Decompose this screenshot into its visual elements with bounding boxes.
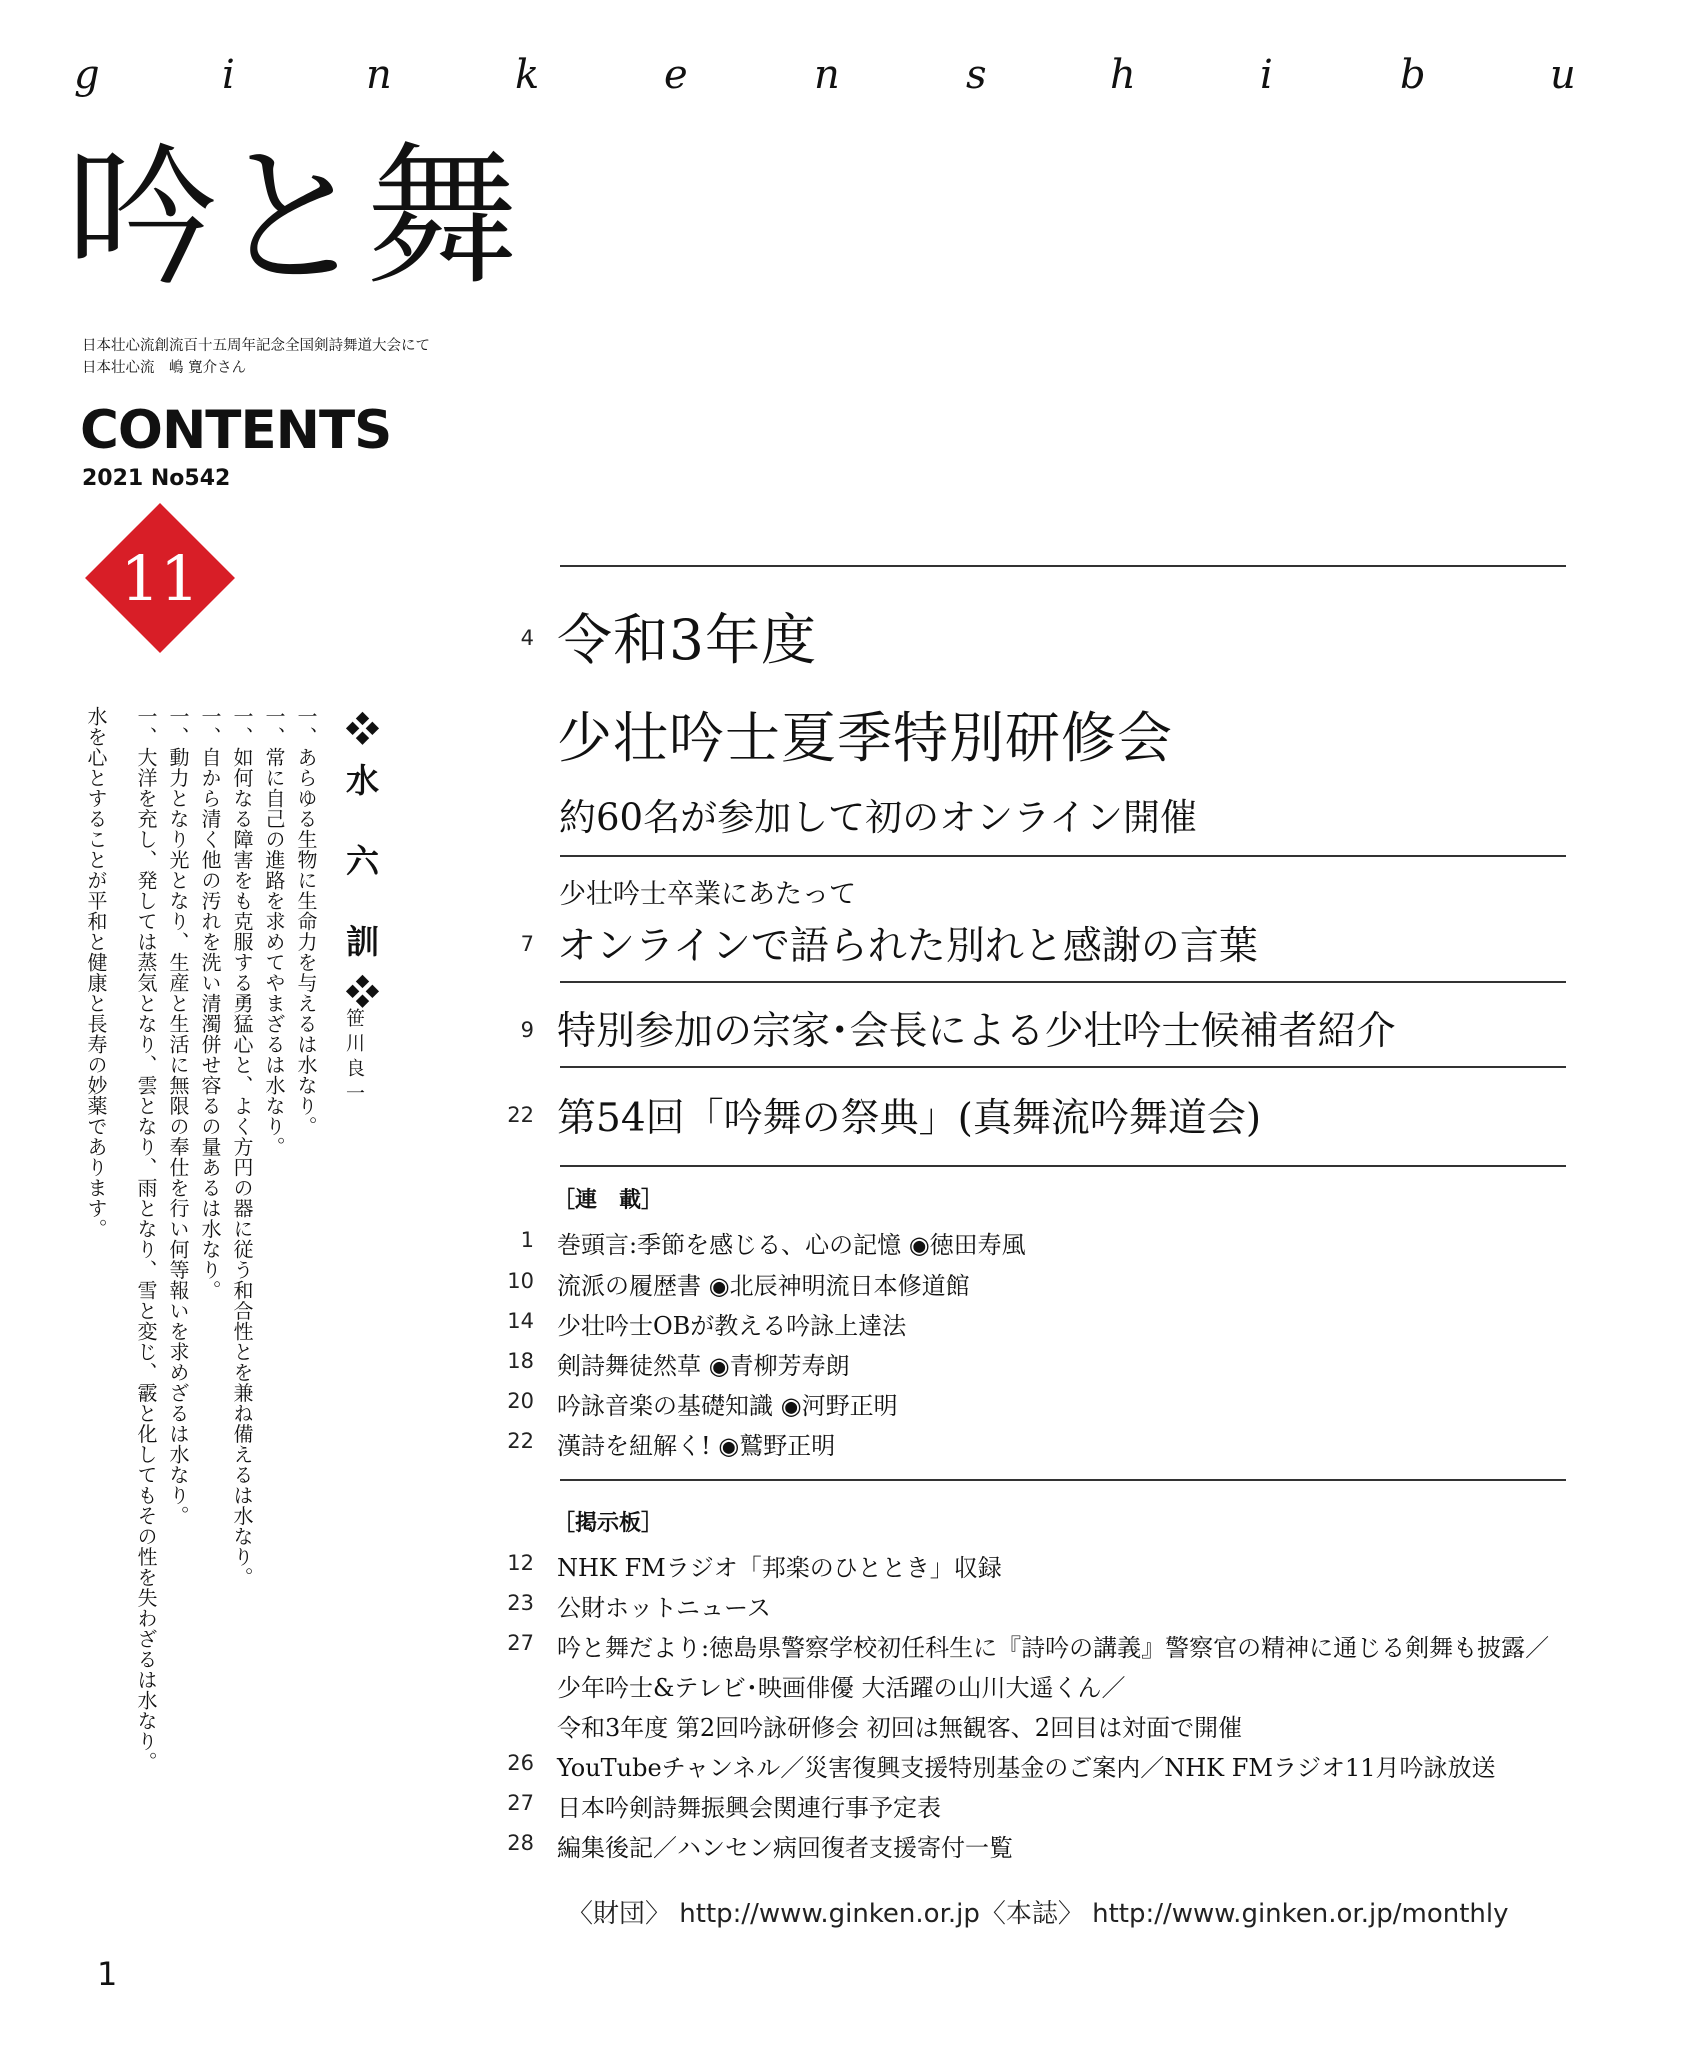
section-title: 特別参加の宗家･会長による少壮吟士候補者紹介 — [557, 1009, 1396, 1054]
board-item: 少年吟士&テレビ･映画俳優 大活躍の山川大遥くん／ — [557, 1674, 1126, 1702]
header-letter: s — [966, 52, 987, 98]
serial-page: 14 — [507, 1309, 534, 1333]
header-letter: g — [74, 52, 100, 98]
board-page: 27 — [507, 1631, 534, 1655]
cover-caption-line: 日本壮心流創流百十五周年記念全国剣詩舞道大会にて — [82, 338, 430, 354]
header-letter: k — [515, 52, 540, 98]
board-item: 日本吟剣詩舞振興会関連行事予定表 — [557, 1794, 941, 1822]
serial-page: 10 — [507, 1269, 534, 1293]
divider — [560, 1066, 1566, 1068]
serial-page: 20 — [507, 1389, 534, 1413]
month-badge — [85, 503, 235, 653]
board-label: ［掲示板］ — [553, 1511, 664, 1536]
feature-title-line2: 少壮吟士夏季特別研修会 — [557, 706, 1174, 770]
page-number: 1 — [97, 1955, 118, 1993]
poem-line: 一、大洋を充し、発しては蒸気となり、雲となり、雨となり、雪と変じ、霰と化してもその性を失わざるは水なり。 — [134, 706, 158, 1772]
serial-item: 吟詠音楽の基礎知識 ◉河野正明 — [557, 1392, 898, 1420]
board-page: 23 — [507, 1591, 534, 1615]
divider — [560, 565, 1566, 567]
board-item: 編集後記／ハンセン病回復者支援寄付一覧 — [557, 1834, 1013, 1862]
header-letter: n — [366, 52, 392, 98]
feature-subtitle: 約60名が参加して初のオンライン開催 — [559, 796, 1197, 839]
divider — [560, 1479, 1566, 1481]
board-page: 28 — [507, 1831, 534, 1855]
serial-item: 流派の履歴書 ◉北辰神明流日本修道館 — [557, 1272, 970, 1300]
poem-line: 一、あらゆる生物に生命力を与えるは水なり。 — [294, 706, 318, 1137]
magazine-title: 吟と舞 — [66, 129, 516, 306]
poem-line: 一、常に自己の進路を求めてやまざるは水なり。 — [262, 706, 286, 1157]
website-urls: 〈財団〉 http://www.ginken.or.jp〈本誌〉 http://www.ginken.or.jp/monthly — [567, 1899, 1509, 1929]
header-letter: i — [1260, 52, 1273, 98]
poem-author: 笹川良一 — [343, 1008, 365, 1108]
feature-page: 4 — [520, 626, 534, 650]
board-page: 27 — [507, 1791, 534, 1815]
poem-line: 一、如何なる障害をも克服する勇猛心と、よく方円の器に従う和合性とを兼ね備えるは水なり。 — [230, 706, 254, 1588]
header-letter: u — [1550, 52, 1576, 98]
header-letter: e — [664, 52, 688, 98]
section-title: 第54回「吟舞の祭典」(真舞流吟舞道会) — [557, 1096, 1262, 1141]
serial-page: 18 — [507, 1349, 534, 1373]
serial-item: 巻頭言:季節を感じる、心の記憶 ◉徳田寿風 — [557, 1231, 1026, 1259]
month-number: 11 — [120, 541, 200, 615]
header-letter: i — [222, 52, 235, 98]
header-letter: h — [1110, 52, 1136, 98]
board-item: NHK FMラジオ「邦楽のひととき」収録 — [557, 1554, 1002, 1582]
serial-page: 1 — [520, 1228, 534, 1252]
feature-title-line1: 令和3年度 — [557, 608, 817, 672]
poem-line: 一、動力となり光となり、生産と生活に無限の奉仕を行い何等報いを求めざるは水なり。 — [166, 706, 190, 1526]
poem-line: 水を心とすることが平和と健康と長寿の妙薬であります。 — [84, 706, 108, 1239]
serial-page: 22 — [507, 1429, 534, 1453]
serial-item: 漢詩を紐解く! ◉鷲野正明 — [557, 1432, 836, 1460]
board-page: 12 — [507, 1551, 534, 1575]
contents-label: CONTENTS — [80, 400, 392, 461]
board-item: 令和3年度 第2回吟詠研修会 初回は無観客、2回目は対面で開催 — [557, 1714, 1243, 1742]
serial-item: 少壮吟士OBが教える吟詠上達法 — [557, 1312, 907, 1340]
cover-caption-line: 日本壮心流 嶋 寛介さん — [82, 360, 247, 376]
section-page: 22 — [507, 1103, 534, 1127]
poem-heading: ❖水 六 訓❖ — [341, 712, 380, 1026]
board-item: 吟と舞だより:徳島県警察学校初任科生に『詩吟の講義』警察官の精神に通じる剣舞も披露／ — [557, 1634, 1550, 1662]
divider — [560, 855, 1566, 857]
divider — [560, 1165, 1566, 1167]
section-subtitle: 少壮吟士卒業にあたって — [559, 879, 856, 910]
serial-item: 剣詩舞徒然草 ◉青柳芳寿朗 — [557, 1352, 850, 1380]
divider — [560, 981, 1566, 983]
board-page: 26 — [507, 1751, 534, 1775]
section-page: 7 — [520, 932, 534, 956]
board-item: YouTubeチャンネル／災害復興支援特別基金のご案内／NHK FMラジオ11月吟詠放送 — [557, 1754, 1496, 1782]
section-title: オンラインで語られた別れと感謝の言葉 — [557, 924, 1258, 969]
header-letter: n — [814, 52, 840, 98]
issue-number: 2021 No542 — [82, 466, 231, 491]
serial-label: ［連 載］ — [553, 1188, 664, 1213]
poem-line: 一、自から清く他の汚れを洗い清濁併せ容るの量あるは水なり。 — [198, 706, 222, 1301]
board-item: 公財ホットニュース — [557, 1594, 771, 1622]
section-page: 9 — [520, 1018, 534, 1042]
header-letter: b — [1400, 52, 1426, 98]
